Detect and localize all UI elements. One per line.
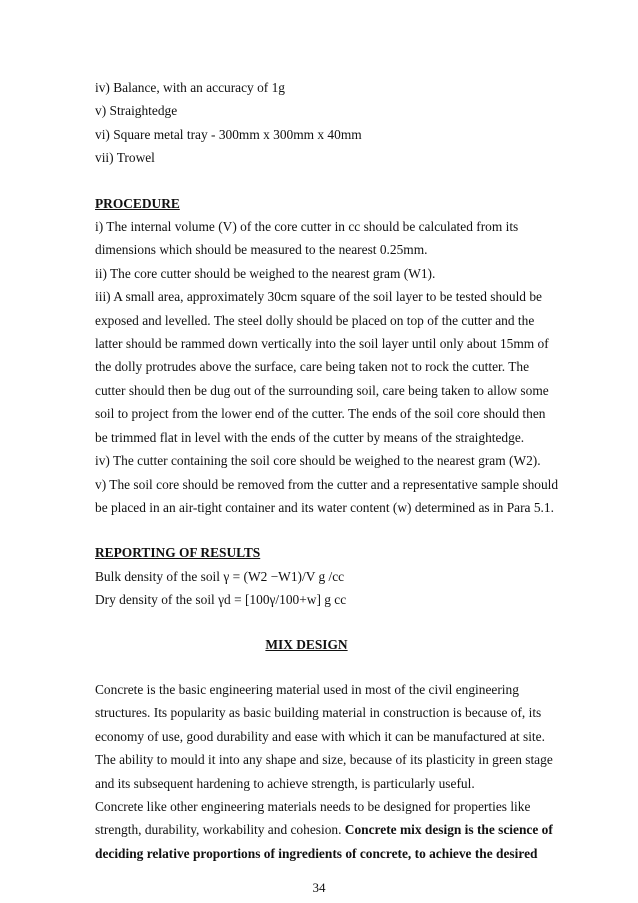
equipment-item: vi) Square metal tray - 300mm x 300mm x 40mm [95, 126, 362, 142]
procedure-line: latter should be rammed down vertically into the soil layer until only about 15mm of [95, 336, 549, 352]
bulk-density-formula: Bulk density of the soil γ = (W2 −W1)/V g /cc [95, 568, 345, 584]
bold-text: deciding relative proportions of ingredients of concrete, to achieve the desired [95, 845, 538, 861]
dry-density-formula: Dry density of the soil γd = [100γ/100+w] g cc [95, 592, 347, 608]
procedure-line: i) The internal volume (V) of the core cutter in cc should be calculated from its [95, 219, 519, 235]
bold-text: Concrete mix design is the science of [344, 822, 553, 838]
paragraph-line: Concrete is the basic engineering material used in most of the civil engineering [95, 681, 519, 697]
procedure-line: be trimmed flat in level with the ends of the cutter by means of the straightedge. [95, 429, 525, 445]
page-number: 34 [312, 880, 326, 895]
procedure-line: soil to project from the lower end of the cutter. The ends of the soil core should then [95, 406, 546, 422]
procedure-line: the dolly protrudes above the surface, care being taken not to rock the cutter. The [95, 359, 530, 375]
paragraph-line: Concrete like other engineering materials needs to be designed for properties like [95, 798, 531, 814]
paragraph-line: and its subsequent hardening to achieve strength, is particularly useful. [95, 775, 475, 791]
procedure-line: exposed and levelled. The steel dolly should be placed on top of the cutter and the [95, 312, 535, 328]
results-section [95, 541, 518, 611]
paragraph-line: economy of use, good durability and ease with which it can be manufactured at site. [95, 728, 545, 744]
paragraph-line: structures. Its popularity as basic building material in construction is because of, its [95, 705, 542, 721]
results-heading: REPORTING OF RESULTS [95, 545, 261, 561]
procedure-line: iv) The cutter containing the soil core should be weighed to the nearest gram (W2). [95, 453, 541, 469]
procedure-line: be placed in an air-tight container and its water content (w) determined as in Para 5.1. [95, 499, 554, 515]
procedure-line: cutter should then be dug out of the surrounding soil, care being taken to allow some [95, 382, 549, 398]
spacer [95, 656, 518, 678]
mix-design-section [95, 633, 553, 866]
procedure-line: dimensions which should be measured to the nearest 0.25mm. [95, 242, 428, 258]
mix-design-heading: MIX DESIGN [265, 636, 348, 652]
spacer [95, 170, 518, 192]
equipment-item: iv) Balance, with an accuracy of 1g [95, 80, 285, 95]
procedure-line: ii) The core cutter should be weighed to the nearest gram (W1). [95, 265, 436, 281]
paragraph-line: The ability to mould it into any shape and size, because of its plasticity in green stage [95, 752, 553, 768]
plain-text: strength, durability, workability and cohesion. [95, 822, 345, 838]
procedure-heading: PROCEDURE [95, 195, 180, 211]
procedure-section [95, 192, 559, 520]
spacer [95, 612, 518, 633]
paragraph-line-bold [95, 842, 538, 865]
procedure-line: v) The soil core should be removed from the cutter and a representative sample should [95, 476, 559, 492]
equipment-item: v) Straightedge [95, 103, 178, 119]
equipment-list [95, 76, 518, 170]
equipment-item: vii) Trowel [95, 150, 155, 166]
paragraph-line-mixed [95, 818, 553, 841]
spacer [95, 519, 518, 541]
procedure-line: iii) A small area, approximately 30cm square of the soil layer to be tested should be [95, 289, 542, 305]
